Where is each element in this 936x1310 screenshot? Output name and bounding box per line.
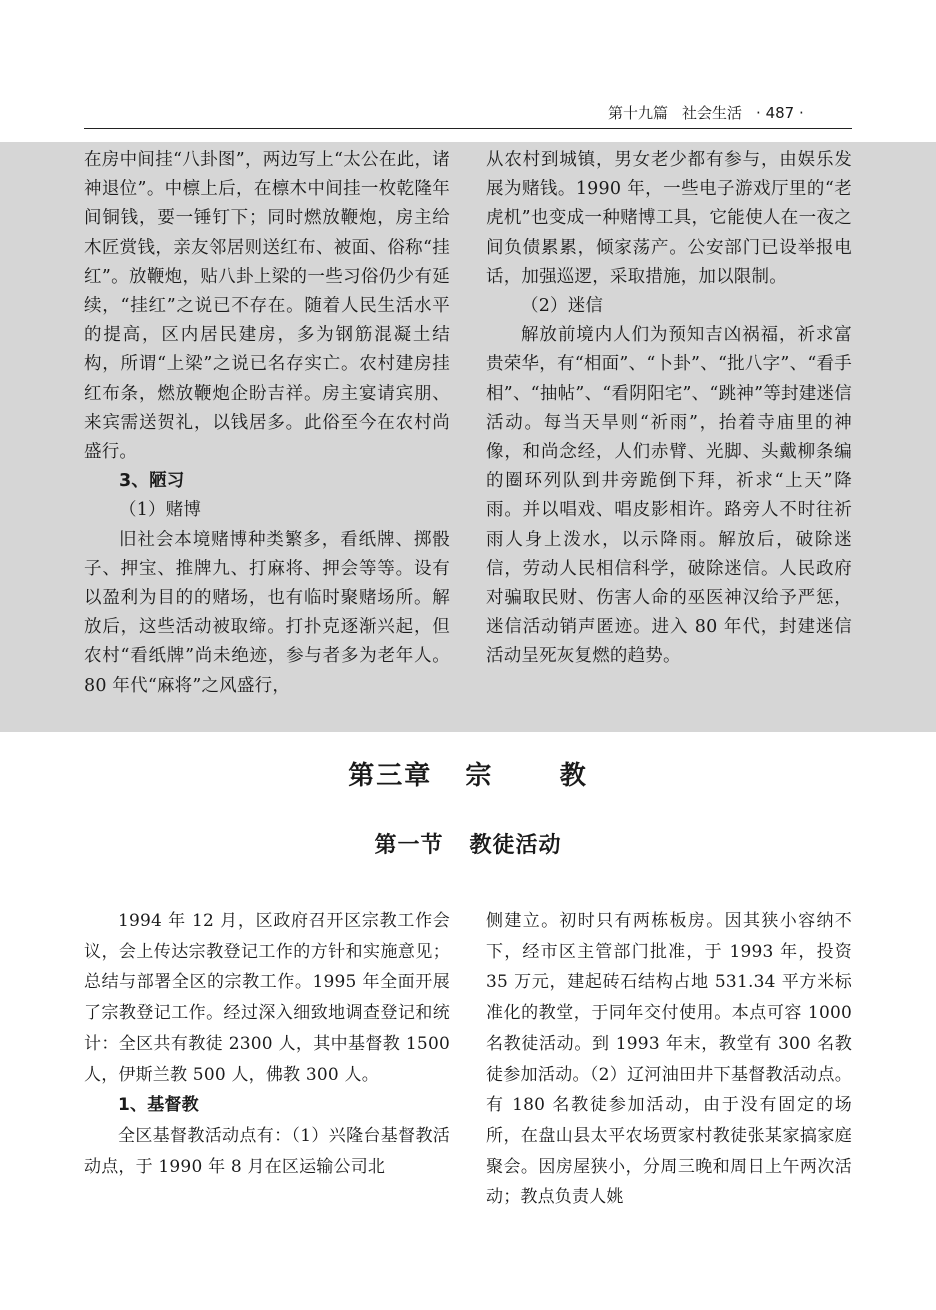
header-rule <box>84 128 852 129</box>
lower-right-column <box>486 906 852 1213</box>
upper-left-column <box>84 146 450 701</box>
paragraph: 全区基督教活动点有：（1）兴隆台基督教活动点，于 1990 年 8 月在区运输公司北 <box>84 1125 450 1177</box>
paragraph: 侧建立。初时只有两栋板房。因其狭小容纳不下，经市区主管部门批准，于 1993 年，投资 35 万元，建起砖石结构占地 531.34 平方米标准化的教堂，于同年交付使用。本点可容 1000 名教徒活动。到 1993 年末，教堂有 300 名教徒参加活动。（2）辽河油田井下基督教活动点。有 180 名教徒参加活动，由于没有固定的场所，在盘山县太平农场贾家村教徒张某家搞家庭聚会。因房屋狭小，分周三晚和周日上午两次活动；教点负责人姚 <box>486 911 852 1208</box>
section-name: 社会生活 <box>682 104 743 122</box>
heading-customs: 3、陋习 <box>119 471 185 492</box>
part-title: 第十九篇 <box>608 104 669 122</box>
paragraph: 1994 年 12 月，区政府召开区宗教工作会议，会上传达宗教登记工作的方针和实施意见；总结与部署全区的宗教工作。1995 年全面开展了宗教登记工作。经过深入细致地调查登记和统计：全区共有教徒 2300 人，其中基督教 1500 人，伊斯兰教 500 人，佛教 300 人。 <box>84 911 450 1085</box>
heading-gambling: （1）赌博 <box>119 500 202 521</box>
heading-superstition: （2）迷信 <box>521 296 604 317</box>
heading-christianity: 1、基督教 <box>118 1095 199 1116</box>
chapter-title: 第三章 宗 教 <box>348 761 588 791</box>
paragraph: 从农村到城镇，男女老少都有参与，由娱乐发展为赌钱。1990 年，一些电子游戏厅里的“老虎机”也变成一种赌博工具，它能使人在一夜之间负债累累，倾家荡产。公安部门已设举报电话，加强巡逻，采取措施，加以限制。 <box>486 150 852 287</box>
page-number: · 487 · <box>756 104 804 122</box>
paragraph: 在房中间挂“八卦图”，两边写上“太公在此，诸神退位”。中檩上后，在檩木中间挂一枚乾隆年间铜钱，要一锤钉下；同时燃放鞭炮，房主给木匠赏钱，亲友邻居则送红布、被面、俗称“挂红”。放鞭炮，贴八卦上梁的一些习俗仍少有延续，“挂红”之说已不存在。随着人民生活水平的提高，区内居民建房，多为钢筋混凝土结构，所谓“上梁”之说已名存实亡。农村建房挂红布条，燃放鞭炮企盼吉祥。房主宴请宾朋、来宾需送贺礼，以钱居多。此俗至今在农村尚盛行。 <box>84 150 450 463</box>
paragraph: 解放前境内人们为预知吉凶祸福，祈求富贵荣华，有“相面”、“卜卦”、“批八字”、“看手相”、“抽帖”、“看阴阳宅”、“跳神”等封建迷信活动。每当天旱则“祈雨”，抬着寺庙里的神像，和尚念经，人们赤臂、光脚、头戴柳条编的圈环列队到井旁跪倒下拜，祈求“上天”降雨。并以唱戏、唱皮影相许。路旁人不时往祈雨人身上泼水，以示降雨。解放后，破除迷信，劳动人民相信科学，破除迷信。人民政府对骗取民财、伤害人命的巫医神汉给予严惩，迷信活动销声匿迹。进入 80 年代，封建迷信活动呈死灰复燃的趋势。 <box>486 325 852 667</box>
section-title: 第一节 教徒活动 <box>374 833 562 858</box>
running-head <box>608 104 848 122</box>
paragraph: 旧社会本境赌博种类繁多，看纸牌、掷骰子、押宝、推牌九、打麻将、押会等等。设有以盈利为目的的赌场，也有临时聚赌场所。解放后，这些活动被取缔。打扑克逐渐兴起，但农村“看纸牌”尚未绝迹，参与者多为老年人。80 年代“麻将”之风盛行， <box>84 529 450 696</box>
lower-left-column <box>84 906 450 1182</box>
upper-right-column <box>486 146 852 672</box>
